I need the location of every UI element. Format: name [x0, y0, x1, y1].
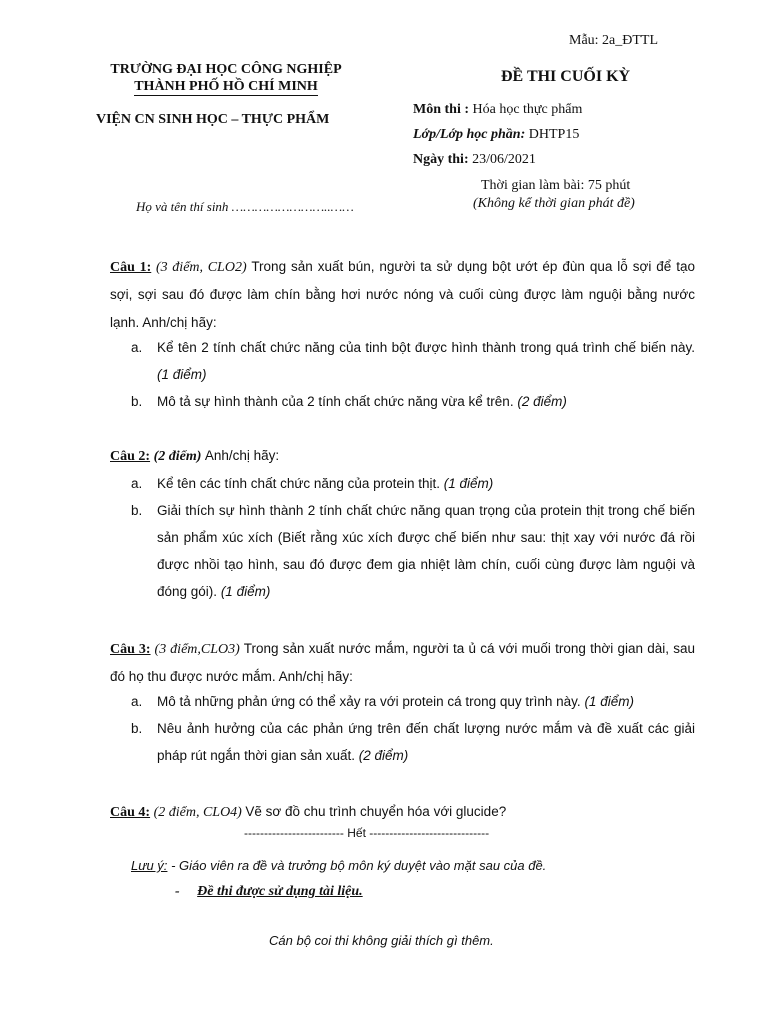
- question-4-head: Câu 4:: [110, 805, 151, 820]
- part-score: (2 điểm): [517, 394, 567, 409]
- question-4-text: Vẽ sơ đồ chu trình chuyển hóa với glucide?: [245, 804, 507, 819]
- question-3: [110, 635, 695, 691]
- part-text: Mô tả sự hình thành của 2 tính chất chức năng vừa kể trên.: [157, 394, 514, 409]
- end-marker: ------------------------- Hết ------------------------------: [244, 826, 490, 840]
- exam-duration-note: (Không kể thời gian phát đề): [473, 196, 635, 211]
- question-1-text: Trong sản xuất bún, người ta sử dụng bột ướt ép đùn qua lỗ sợi để tạo sợi, sợi sau đó được làm chín bằng hơi nước nóng và cuối cùng được làm nguội bằng nước lạnh. Anh/chị hãy:: [110, 259, 696, 330]
- part-score: (1 điểm): [443, 476, 494, 491]
- school-name: [97, 61, 355, 96]
- question-2-meta: (2 điểm): [153, 449, 202, 464]
- part-text: Mô tả những phản ứng có thể xảy ra với protein cá trong quy trình này.: [157, 694, 581, 709]
- form-code: Mẫu: 2a_ĐTTL: [569, 33, 659, 48]
- part-label: b.: [131, 394, 143, 409]
- note-dash: -: [175, 884, 180, 899]
- proctor-note: Cán bộ coi thi không giải thích gì thêm.: [269, 933, 494, 948]
- question-3-text: Trong sản xuất nước mắm, người ta ủ cá với muối trong thời gian dài, sau đó họ thu được nước mắm. Anh/chị hãy:: [110, 641, 695, 684]
- subject-value: Hóa học thực phẩm: [472, 102, 583, 117]
- note-line-2: [175, 884, 363, 900]
- question-4: [110, 798, 695, 826]
- question-2-text: Anh/chị hãy:: [204, 448, 280, 463]
- part-score: (1 điểm): [584, 694, 634, 709]
- question-3-head: Câu 3:: [110, 642, 151, 657]
- part-label: b.: [131, 503, 143, 518]
- part-score: (2 điểm): [358, 748, 409, 763]
- question-4-meta: (2 điểm, CLO4): [153, 805, 242, 820]
- question-2-part-a: [131, 470, 695, 497]
- note-text-1: - Giáo viên ra đề và trưởng bộ môn ký duyệt vào mặt sau của đề.: [171, 858, 547, 873]
- class-value: DHTP15: [528, 127, 580, 142]
- date-value: 23/06/2021: [472, 152, 536, 167]
- exam-title: ĐỀ THI CUỐI KỲ: [501, 68, 631, 85]
- question-2-part-b: [131, 497, 695, 605]
- school-name-line2: THÀNH PHỐ HỒ CHÍ MINH: [134, 79, 318, 94]
- note-line-1: [131, 858, 546, 873]
- question-1-part-a: [131, 334, 695, 388]
- part-label: b.: [131, 721, 143, 736]
- date-row: [413, 152, 536, 168]
- part-label: a.: [131, 340, 143, 355]
- exam-duration: Thời gian làm bài: 75 phút: [481, 178, 631, 193]
- question-3-part-b: [131, 715, 695, 769]
- subject-row: [413, 102, 582, 118]
- part-label: a.: [131, 694, 143, 709]
- question-1-part-b: [131, 388, 695, 415]
- question-3-meta: (3 điểm,CLO3): [154, 642, 240, 657]
- question-1-head: Câu 1:: [110, 260, 152, 275]
- part-score: (1 điểm): [157, 367, 207, 382]
- student-name-field: Họ và tên thí sinh ……………………..……: [136, 199, 354, 214]
- note-label: Lưu ý:: [131, 858, 168, 873]
- question-3-part-a: [131, 688, 695, 715]
- question-2: [110, 442, 695, 470]
- date-label: Ngày thi:: [413, 152, 469, 167]
- class-label: Lớp/Lớp học phần:: [413, 127, 526, 142]
- institute-name: VIỆN CN SINH HỌC – THỰC PHẨM: [96, 112, 330, 127]
- part-text: Nêu ảnh hưởng của các phản ứng trên đến chất lượng nước mắm và đề xuất các giải pháp rút ngắn thời gian sản xuất.: [157, 721, 695, 763]
- part-score: (1 điểm): [220, 584, 271, 599]
- question-1: [110, 253, 695, 337]
- question-2-head: Câu 2:: [110, 449, 151, 464]
- school-name-line1: TRƯỜNG ĐẠI HỌC CÔNG NGHIỆP: [110, 62, 342, 77]
- part-text: Giải thích sự hình thành 2 tính chất chức năng quan trọng của protein thịt trong chế biến sản phẩm xúc xích (Biết rằng xúc xích được chế biến như sau: thịt xay với nước đá rồi được nhồi tạo hình, sau đó được đem gia nhiệt làm chín, cuối cùng được làm nguội và đóng gói).: [157, 503, 695, 599]
- subject-label: Môn thi :: [413, 102, 469, 117]
- class-row: [413, 127, 579, 143]
- note-text-2: Đề thi được sử dụng tài liệu.: [197, 884, 363, 899]
- part-text: Kể tên các tính chất chức năng của protein thịt.: [157, 476, 440, 491]
- part-text: Kể tên 2 tính chất chức năng của tinh bột được hình thành trong quá trình chế biến này.: [157, 340, 695, 355]
- part-label: a.: [131, 476, 143, 491]
- question-1-meta: (3 điểm, CLO2): [155, 260, 247, 275]
